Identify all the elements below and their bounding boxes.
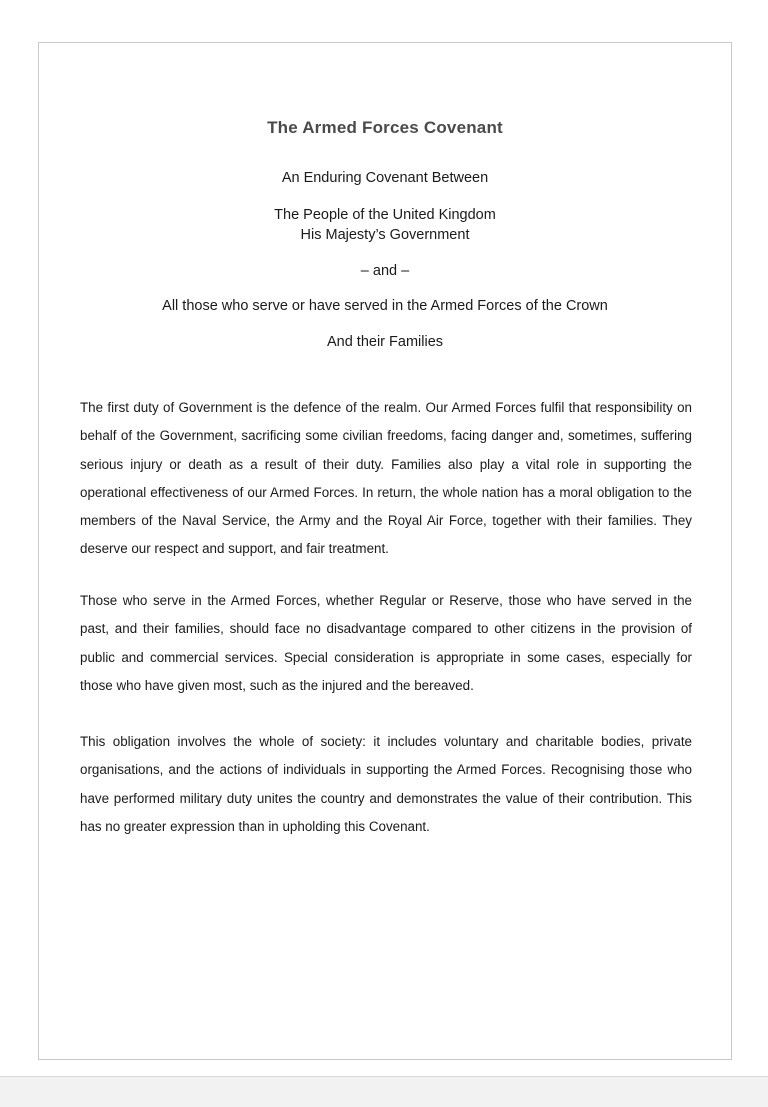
heading-line-and: – and – — [360, 263, 410, 279]
paragraph-first-duty: The first duty of Government is the defence of the realm. Our Armed Forces fulfil that responsibility on behalf of the Government, sacrificing some civilian freedoms, facing danger and, sometimes, suffering serious injury or death as a result of their duty. Families also play a vital role in supporting the operational effectiveness of our Armed Forces. In return, the whole nation has a moral obligation to the members of the Naval Service, the Army and the Royal Air Force, together with their families. They deserve our respect and support, and fair treatment. — [80, 400, 692, 557]
heading-line-people-uk: The People of the United Kingdom — [274, 207, 496, 223]
heading-line-government: His Majesty’s Government — [300, 227, 470, 243]
scan-bottom-edge — [0, 1076, 768, 1107]
paragraph-whole-society: This obligation involves the whole of society: it includes voluntary and charitable bodies, private organisations, and the actions of individuals in supporting the Armed Forces. Recognising those who have performed military duty unites the country and demonstrates the value of their contribution. This has no greater expression than in upholding this Covenant. — [80, 734, 692, 834]
heading-line-families: And their Families — [326, 334, 444, 350]
document-title: The Armed Forces Covenant — [267, 118, 503, 137]
heading-line-enduring-covenant: An Enduring Covenant Between — [281, 170, 489, 186]
paragraph-no-disadvantage: Those who serve in the Armed Forces, whether Regular or Reserve, those who have served in the past, and their families, should face no disadvantage compared to other citizens in the provision of public and commercial services. Special consideration is appropriate in some cases, especially for those who have given most, such as the injured and the bereaved. — [80, 593, 692, 693]
heading-line-armed-forces: All those who serve or have served in the Armed Forces of the Crown — [162, 298, 608, 314]
